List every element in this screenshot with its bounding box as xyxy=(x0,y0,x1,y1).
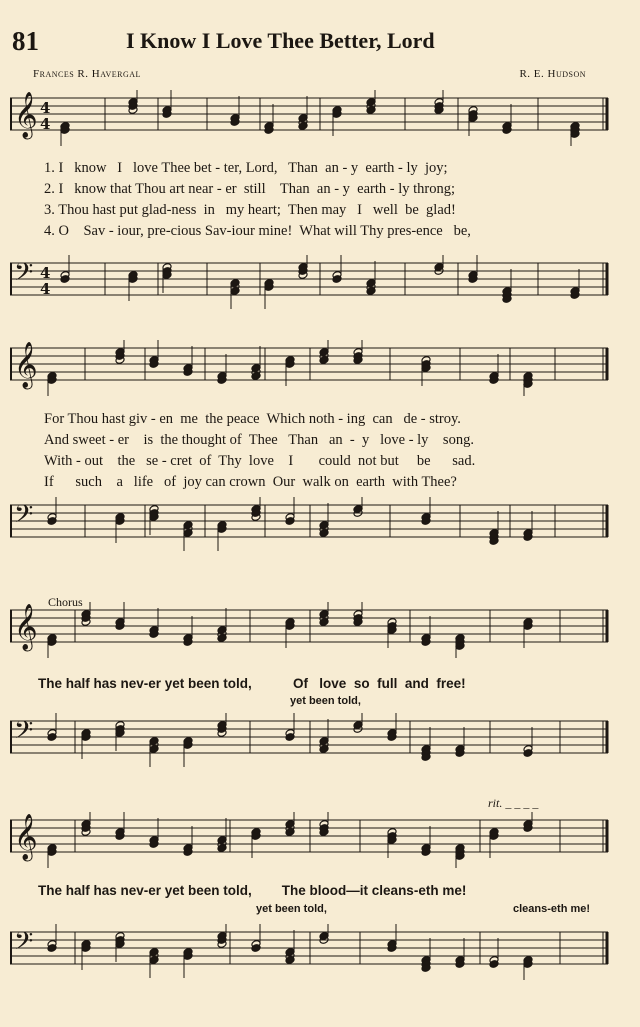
svg-text:𝄞: 𝄞 xyxy=(14,604,38,650)
verse-4-line-2: If such a life of joy can crown Our walk on earth with Thee? xyxy=(44,474,457,490)
bass-staff-4 xyxy=(10,924,610,980)
chorus-label: Chorus xyxy=(48,595,83,609)
bass-staff-2 xyxy=(10,497,610,553)
svg-text:𝄢: 𝄢 xyxy=(14,258,34,293)
svg-text:𝄢: 𝄢 xyxy=(14,716,34,751)
verse-3-line-2: With - out the se - cret of Thy love I could not but be sad. xyxy=(44,453,476,469)
hymn-number: 81 xyxy=(12,26,39,56)
chorus-line-2-echo-b: cleans-eth me! xyxy=(513,903,591,915)
treble-staff-1 xyxy=(10,90,610,146)
svg-text:4: 4 xyxy=(40,99,51,117)
chorus-line-1-echo: yet been told, xyxy=(290,695,361,707)
author-credit: Frances R. Havergal xyxy=(33,68,141,80)
bass-staff-3 xyxy=(10,713,610,769)
hymn-title: I Know I Love Thee Better, Lord xyxy=(126,28,435,53)
svg-text:𝄢: 𝄢 xyxy=(14,500,34,535)
rit-label: rit. xyxy=(488,796,503,810)
composer-credit: R. E. Hudson xyxy=(519,68,586,80)
verse-1-line-1: 1. I know I love Thee bet - ter, Lord, Than an - y earth - ly joy; xyxy=(44,160,448,176)
verse-4-line-1: 4. O Sav - iour, pre-cious Sav-iour mine! What will Thy pres-ence be, xyxy=(44,223,471,239)
rit-dashes: _ _ _ _ xyxy=(505,796,539,810)
svg-text:𝄞: 𝄞 xyxy=(14,342,38,388)
verse-2-line-2: And sweet - er is the thought of Thee Than an - y love - ly song. xyxy=(44,432,474,448)
svg-text:4: 4 xyxy=(40,264,51,282)
svg-text:𝄞: 𝄞 xyxy=(14,92,38,138)
svg-text:𝄢: 𝄢 xyxy=(14,927,34,962)
treble-staff-3 xyxy=(10,602,610,658)
svg-text:4: 4 xyxy=(40,115,51,133)
treble-staff-4 xyxy=(10,812,610,868)
chorus-line-2: The half has nev-er yet been told, The blood—it cleans-eth me! xyxy=(38,883,467,898)
ritardando-mark xyxy=(488,796,538,811)
verse-1-line-2: For Thou hast giv - en me the peace Which noth - ing can de - stroy. xyxy=(44,411,461,427)
svg-text:𝄞: 𝄞 xyxy=(14,814,38,860)
chorus-line-1: The half has nev-er yet been told, Of love so full and free! xyxy=(38,676,466,691)
chorus-line-2-echo-a: yet been told, xyxy=(256,903,327,915)
bass-staff-1 xyxy=(10,255,610,311)
treble-staff-2 xyxy=(10,340,610,396)
verse-2-line-1: 2. I know that Thou art near - er still Than an - y earth - ly throng; xyxy=(44,181,455,197)
svg-text:4: 4 xyxy=(40,280,51,298)
verse-3-line-1: 3. Thou hast put glad-ness in my heart; Then may I well be glad! xyxy=(44,202,456,218)
